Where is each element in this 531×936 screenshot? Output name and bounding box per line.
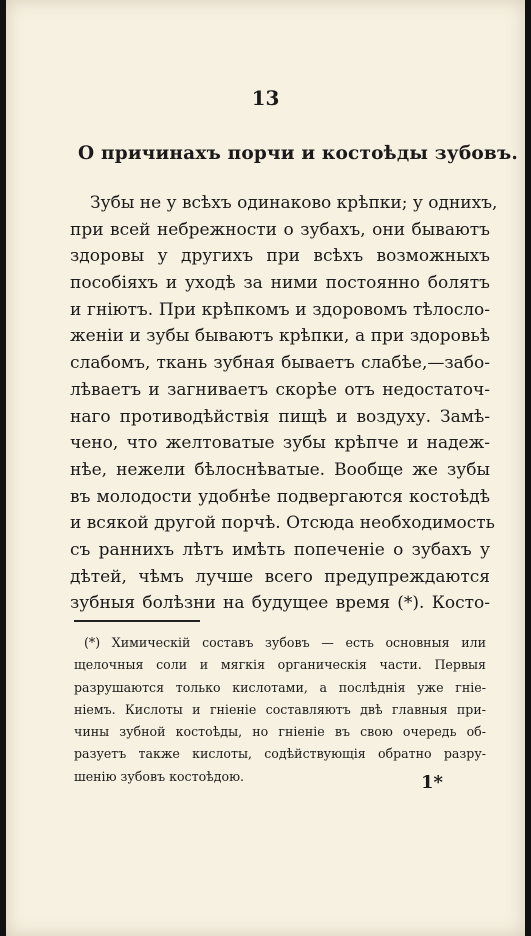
- text-line: при всей небрежности о зубахъ, они бываютъ: [70, 219, 490, 240]
- text-line: наго противодѣйствія пищѣ и воздуху. Замѣ-: [70, 406, 490, 427]
- footnote-line: щелочныя соли и мягкія органическія части. Первыя: [74, 657, 486, 673]
- footnote-line: шенію зубовъ костоѣдою.: [74, 768, 245, 784]
- text-line: пособіяхъ и уходѣ за ними постоянно болятъ: [70, 273, 490, 294]
- text-line: женіи и зубы бываютъ крѣпки, а при здоровьѣ: [70, 326, 490, 347]
- footnote-line: чины зубной костоѣды, но гніеніе въ свою очередь об-: [74, 724, 486, 740]
- footnote-line: (*) Химическій составъ зубовъ — есть основныя или: [84, 635, 486, 650]
- text-line: чено, что желтоватые зубы крѣпче и надеж-: [70, 433, 490, 454]
- text-line: здоровы у другихъ при всѣхъ возможныхъ: [70, 246, 490, 267]
- text-line: и гніютъ. При крѣпкомъ и здоровомъ тѣлосло-: [70, 299, 490, 320]
- footnote: [74, 632, 486, 788]
- footnote-line: разрушаются только кислотами, а послѣднія уже гніе-: [74, 679, 486, 695]
- text-line: съ раннихъ лѣтъ имѣть попеченіе о зубахъ у: [70, 539, 490, 560]
- footnote-divider: [74, 620, 200, 622]
- chapter-heading: О причинахъ порчи и костоѣды зубовъ.: [78, 143, 518, 164]
- footnote-line: разуетъ также кислоты, содѣйствующія обратно разру-: [74, 746, 486, 762]
- signature-mark: 1*: [421, 772, 443, 793]
- text-line: дѣтей, чѣмъ лучше всего предупреждаются: [70, 566, 490, 587]
- text-line: лѣваетъ и загниваетъ скорѣе отъ недостаточ-: [70, 379, 490, 400]
- text-line: въ молодости удобнѣе подвергаются костоѣдѣ: [70, 486, 490, 507]
- text-line: зубныя болѣзни на будущее время (*). Косто-: [70, 593, 490, 614]
- text-line: нѣе, нежели бѣлоснѣватые. Вообще же зубы: [70, 459, 490, 480]
- main-text: [70, 190, 498, 617]
- text-line: и всякой другой порчѣ. Отсюда необходимость: [70, 513, 495, 534]
- page-number: 13: [251, 86, 280, 110]
- text-line: Зубы не у всѣхъ одинаково крѣпки; у однихъ,: [90, 193, 498, 213]
- book-page: [6, 0, 525, 936]
- footnote-line: ніемъ. Кислоты и гніеніе составляютъ двѣ главныя при-: [74, 701, 486, 717]
- text-line: слабомъ, ткань зубная бываетъ слабѣе,—забо-: [70, 353, 490, 374]
